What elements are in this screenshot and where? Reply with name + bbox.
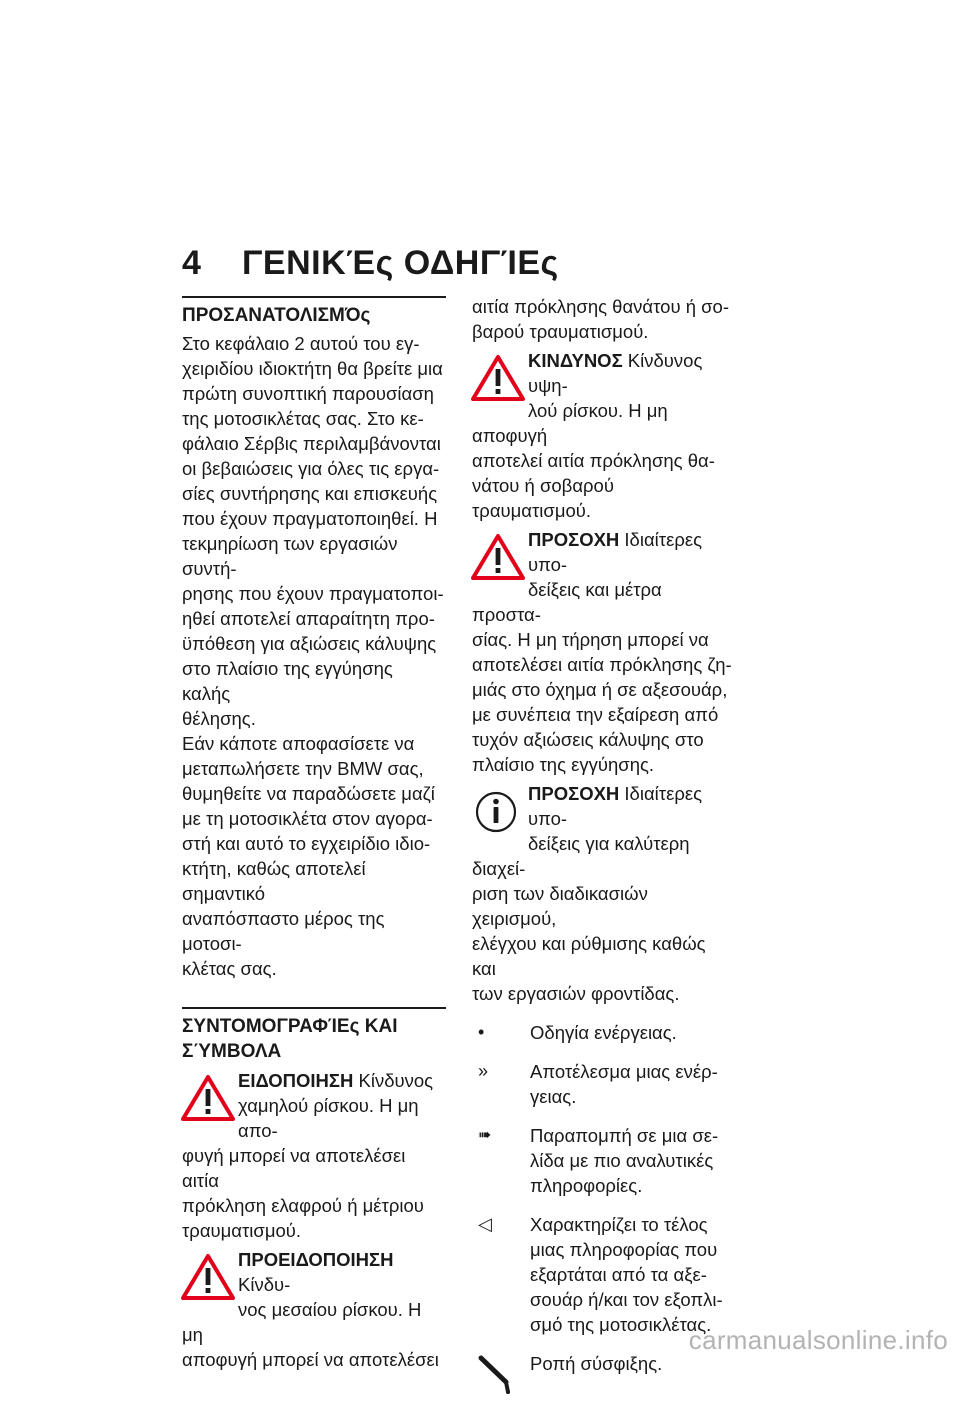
info-circle-icon — [470, 787, 526, 835]
note-label: ΕΙΔΟΠΟΙΗΣΗ — [238, 1070, 354, 1091]
text-line: αιτία πρόκλησης θανάτου ή σο- — [472, 296, 730, 317]
note-text: σίας. Η μη τήρηση μπορεί να — [472, 629, 709, 650]
end-marker-icon: ◁ — [478, 1214, 492, 1234]
list-item — [472, 1351, 734, 1402]
result-arrow-icon: » — [478, 1061, 489, 1081]
text-line: σίες συντήρησης και επισκευής — [182, 483, 438, 504]
list-text: μιας πληροφορίας που — [530, 1239, 718, 1260]
text-line: που έχουν πραγματοποιηθεί. Η — [182, 508, 438, 529]
note-label: ΠΡΟΕΙΔΟΠΟΙΗΣΗ — [238, 1249, 394, 1270]
list-item — [472, 1059, 734, 1109]
orientation-text — [182, 331, 446, 981]
note-text: τραυματισμού. — [182, 1220, 302, 1241]
text-line: ρησης που έχουν πραγματοποι- — [182, 583, 444, 604]
title-line: ΣΎΜΒΟΛΑ — [182, 1041, 282, 1062]
text-line: στο πλαίσιο της εγγύησης καλής — [182, 658, 393, 704]
warning-triangle-icon — [470, 533, 526, 581]
warning-triangle-icon — [180, 1074, 236, 1122]
note-text: πρόκληση ελαφρού ή μέτριου — [182, 1195, 424, 1216]
note-text: τυχόν αξιώσεις κάλυψης στο — [472, 729, 704, 750]
list-item — [472, 1212, 734, 1337]
text-line: ϋπόθεση για αξιώσεις κάλυψης — [182, 633, 437, 654]
section-title-orientation: ΠΡΟΣΑΝΑΤΟΛΙΣΜΌς — [182, 305, 371, 326]
text-line: Στο κεφάλαιο 2 αυτού του εγ- — [182, 333, 420, 354]
chapter-number: 4 — [182, 244, 202, 282]
note-text: των εργασιών φροντίδας. — [472, 983, 680, 1004]
watermark: carmanualsonline.info — [688, 1325, 948, 1355]
note-text: ελέγχου και ρύθμισης καθώς και — [472, 933, 706, 979]
text-line: τεκμηρίωση των εργασιών συντή- — [182, 533, 398, 579]
note-text: χαμηλού ρίσκου. Η μη απο- — [238, 1095, 419, 1141]
chapter-title: ΓΕΝΙΚΈς ΟΔΗΓΊΕς — [242, 244, 559, 282]
note-text: Ιδιαίτερες υπο- — [528, 529, 703, 575]
text-line: οι βεβαιώσεις για όλες τις εργα- — [182, 458, 440, 479]
note-text: δείξεις και μέτρα προστα- — [472, 579, 662, 625]
warning-triangle-icon — [470, 354, 526, 402]
note-text: φυγή μπορεί να αποτελέσει αιτία — [182, 1145, 406, 1191]
note-text: μιάς στο όχημα ή σε αξεσουάρ, — [472, 679, 728, 700]
note-text: Κίνδυ- — [238, 1274, 291, 1295]
note-label: ΠΡΟΣΟΧΗ — [528, 783, 620, 804]
list-text: Ροπή σύσφιξης. — [530, 1353, 663, 1374]
warning-note — [182, 1247, 446, 1372]
title-line: ΣΥΝΤΟΜΟΓΡΑΦΊΕς ΚΑΙ — [182, 1016, 398, 1037]
note-label: ΚΙΝΔΥΝΟΣ — [528, 350, 623, 371]
text-line: πρώτη συνοπτική παρουσίαση — [182, 383, 434, 404]
note-text: αποτελεί αιτία πρόκλησης θα- — [472, 450, 715, 471]
note-text: με συνέπεια την εξαίρεση από — [472, 704, 719, 725]
warning-triangle-icon — [180, 1253, 236, 1301]
note-text: αποτελέσει αιτία πρόκλησης ζη- — [472, 654, 732, 675]
note-text: Κίνδυνος υψη- — [528, 350, 703, 396]
note-text: ριση των διαδικασιών χειρισμού, — [472, 883, 648, 929]
text-line: της μοτοσικλέτας σας. Στο κε- — [182, 408, 424, 429]
left-column — [182, 296, 446, 1372]
text-line: ηθεί αποτελεί απαραίτητη προ- — [182, 608, 435, 629]
text-line: στή και αυτό το εγχειρίδιο ιδιο- — [182, 833, 431, 854]
text-line: κτήτη, καθώς αποτελεί σημαντικό — [182, 858, 366, 904]
reference-arrow-icon: ➠ — [478, 1127, 492, 1144]
text-line: αναπόσπαστο μέρος της μοτοσι- — [182, 908, 385, 954]
note-text: αποφυγή μπορεί να αποτελέσει — [182, 1349, 439, 1370]
text-line: με τη μοτοσικλέτα στον αγορα- — [182, 808, 433, 829]
list-item — [472, 1123, 734, 1198]
text-line: χειριδίου ιδιοκτήτη θα βρείτε μια — [182, 358, 443, 379]
list-text: σμό της μοτοσικλέτας. — [530, 1314, 712, 1335]
text-line: κλέτας σας. — [182, 958, 277, 979]
list-text: σουάρ ή/και τον εξοπλι- — [530, 1289, 723, 1310]
list-text: Χαρακτηρίζει το τέλος — [530, 1214, 708, 1235]
text-line: φάλαιο Σέρβις περιλαμβάνονται — [182, 433, 441, 454]
text-line: θυμηθείτε να παραδώσετε μαζί — [182, 783, 435, 804]
text-line: βαρού τραυματισμού. — [472, 321, 649, 342]
attention-note — [472, 527, 734, 777]
list-text: εξαρτάται από τα αξε- — [530, 1264, 707, 1285]
text-line: μεταπωλήσετε την BMW σας, — [182, 758, 424, 779]
list-text: Αποτέλεσμα μιας ενέρ- — [530, 1061, 718, 1082]
right-column — [472, 294, 734, 1416]
list-text: λίδα με πιο αναλυτικές — [530, 1150, 714, 1171]
text-line: Εάν κάποτε αποφασίσετε να — [182, 733, 415, 754]
chapter-heading — [182, 244, 559, 283]
note-text: λού ρίσκου. Η μη αποφυγή — [472, 400, 668, 446]
torque-wrench-icon — [478, 1351, 522, 1395]
danger-note — [472, 348, 734, 523]
note-text: νος μεσαίου ρίσκου. Η μη — [182, 1299, 422, 1345]
list-text: Οδηγία ενέργειας. — [530, 1022, 677, 1043]
caution-note — [182, 1068, 446, 1243]
list-text: πληροφορίες. — [530, 1175, 643, 1196]
note-text: δείξεις για καλύτερη διαχεί- — [472, 833, 690, 879]
list-text: γειας. — [530, 1086, 577, 1107]
section-rule — [182, 296, 446, 298]
note-text: πλαίσιο της εγγύησης. — [472, 754, 655, 775]
section-rule — [182, 1007, 446, 1009]
note-label: ΠΡΟΣΟΧΗ — [528, 529, 620, 550]
text-line: θέλησης. — [182, 708, 256, 729]
note-text: Ιδιαίτερες υπο- — [528, 783, 703, 829]
bullet-icon: • — [478, 1022, 485, 1042]
note-text: Κίνδυνος — [353, 1070, 434, 1091]
list-text: Παραπομπή σε μια σε- — [530, 1125, 719, 1146]
list-item — [472, 1020, 734, 1045]
section-title-abbreviations — [182, 1014, 446, 1064]
note-text: νάτου ή σοβαρού τραυματισμού. — [472, 475, 614, 521]
info-note — [472, 781, 734, 1006]
